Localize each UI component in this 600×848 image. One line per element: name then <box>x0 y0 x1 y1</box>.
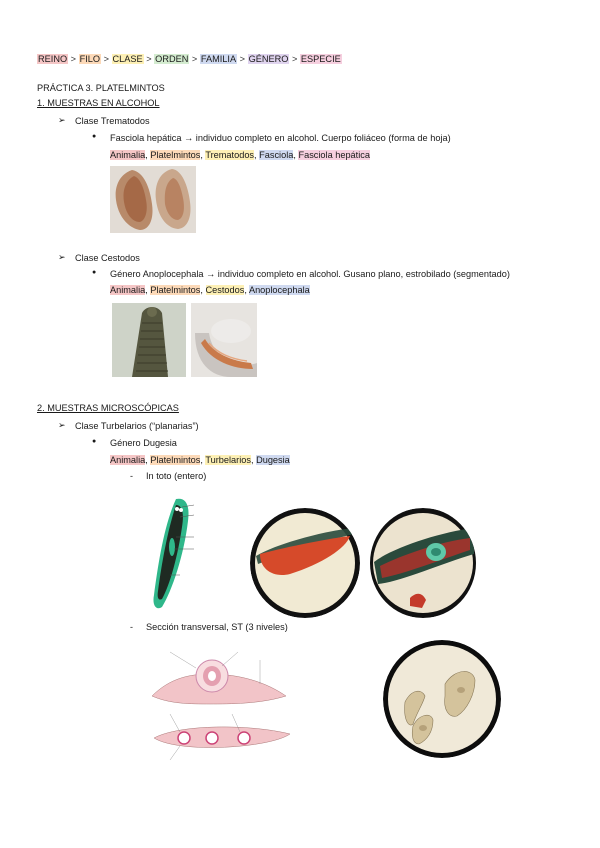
tag-dugesia: Dugesia <box>256 455 290 465</box>
section1-heading: 1. MUESTRAS EN ALCOHOL <box>37 98 160 108</box>
tag-platelmintos: Platelmintos <box>150 150 201 160</box>
planarian-micrograph-1 <box>250 508 360 618</box>
anoplocephala-tags: Animalia, Platelmintos, Cestodos, Anoplocephala <box>110 285 310 295</box>
class-trematodos: Clase Trematodos <box>75 116 150 126</box>
tag-animalia: Animalia <box>110 150 146 160</box>
arrow-icon: ➢ <box>58 252 66 262</box>
class-turbelarios: Clase Turbelarios (“planarias”) <box>75 421 199 431</box>
fasciola-tags: Animalia, Platelmintos, Trematodos, Fasciola, Fasciola hepática <box>110 150 370 160</box>
bullet-icon: ● <box>92 133 97 140</box>
tax-sep: > <box>70 54 77 64</box>
tax-especie: ESPECIE <box>300 54 341 64</box>
bullet-icon: ● <box>92 438 97 445</box>
sub-seccion-transversal: Sección transversal, ST (3 niveles) <box>146 622 288 632</box>
tag-turbelarios: Turbelarios <box>205 455 251 465</box>
anoplocephala-micro-photo <box>112 303 186 377</box>
tax-sep: > <box>146 54 152 64</box>
tag-animalia: Animalia <box>110 285 146 295</box>
dugesia-diagram <box>150 495 242 611</box>
tax-filo: FILO <box>79 54 101 64</box>
dugesia-tags: Animalia, Platelmintos, Turbelarios, Dugesia <box>110 455 290 465</box>
tax-familia: FAMILIA <box>200 54 237 64</box>
cross-section-micrograph <box>383 640 501 758</box>
dugesia-genus: Género Dugesia <box>110 438 177 448</box>
practice-title: PRÁCTICA 3. PLATELMINTOS <box>37 83 165 93</box>
tax-sep: > <box>191 54 198 64</box>
tax-sep: > <box>291 54 298 64</box>
tax-reino: REINO <box>38 54 68 64</box>
taxonomy-line <box>37 54 342 64</box>
anoplocephala-jar-photo <box>191 303 257 377</box>
arrow-icon: ➢ <box>58 115 66 125</box>
tag-platelmintos: Platelmintos <box>150 285 201 295</box>
tax-orden: ORDEN <box>155 54 189 64</box>
planarian-micrograph-2 <box>370 508 476 618</box>
dash-icon: - <box>130 622 133 632</box>
tag-fasciola-hepatica: Fasciola hepática <box>298 150 370 160</box>
tag-fasciola: Fasciola <box>259 150 294 160</box>
fasciola-text: Fasciola hepática → individuo completo en alcohol. Cuerpo foliáceo (forma de hoja) <box>110 133 451 143</box>
tax-sep: > <box>103 54 109 64</box>
cross-section-diagram <box>140 638 300 768</box>
arrow-icon: ➢ <box>58 420 66 430</box>
tag-cestodos: Cestodos <box>205 285 245 295</box>
tag-animalia: Animalia <box>110 455 146 465</box>
dash-icon: - <box>130 471 133 481</box>
section2-heading: 2. MUESTRAS MICROSCÓPICAS <box>37 403 179 413</box>
anoplocephala-text: Género Anoplocephala → individuo completo en alcohol. Gusano plano, estrobilado (segmentado) <box>110 269 510 279</box>
tax-genero: GÉNERO <box>248 54 289 64</box>
tax-sep: > <box>239 54 246 64</box>
tag-anoplocephala: Anoplocephala <box>248 285 310 295</box>
tag-platelmintos: Platelmintos <box>150 455 201 465</box>
sub-in-toto: In toto (entero) <box>146 471 207 481</box>
tag-trematodos: Trematodos <box>205 150 255 160</box>
fasciola-photo <box>110 166 196 233</box>
tax-clase: CLASE <box>112 54 143 64</box>
class-cestodos: Clase Cestodos <box>75 253 140 263</box>
bullet-icon: ● <box>92 269 97 276</box>
